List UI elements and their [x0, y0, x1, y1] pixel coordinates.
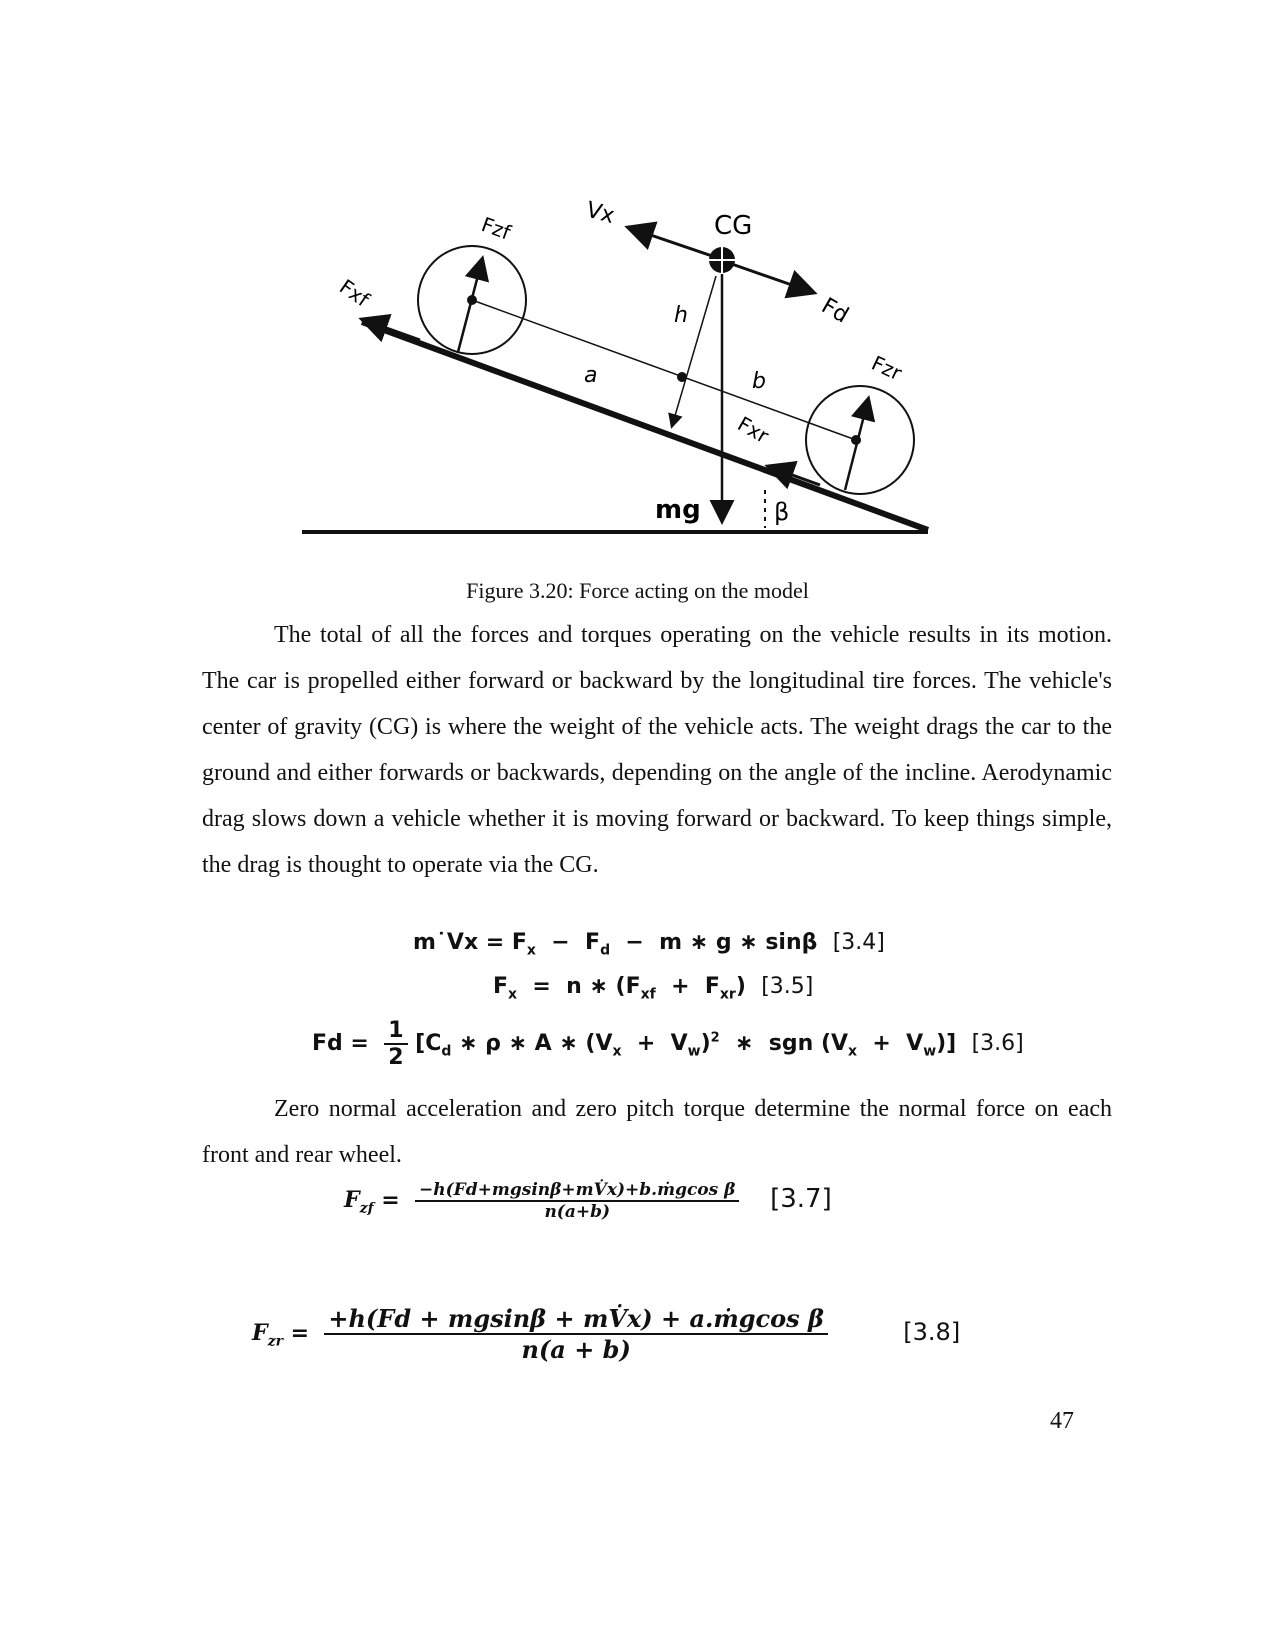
force-diagram — [300, 190, 940, 560]
equation-3-4: m˙Vx = $F_x - F_d - m$ ∗ g ∗ sinβ [3.4] — [413, 930, 885, 959]
label-fxf: Fxf — [335, 274, 374, 312]
label-fd: Fd — [817, 293, 853, 329]
equation-3-6-tag: [3.6] — [971, 1031, 1024, 1056]
label-cg: CG — [714, 211, 753, 241]
label-fzf: Fzf — [478, 212, 514, 245]
figure-caption: Figure 3.20: Force acting on the model — [466, 578, 809, 603]
label-vx: Vx — [583, 197, 618, 230]
equation-3-4-tag: [3.4] — [832, 930, 885, 955]
equation-3-5-tag: [3.5] — [761, 974, 814, 999]
paragraph-1: The total of all the forces and torques operating on the vehicle results in its motion. The car is propelled either forward or backward by the longitudinal tire forces. The vehicle's center of gravity (CG) is where the weight of the vehicle acts. The weight drags the car to the ground and either forwards or backwards, depending on the angle of the incline. Aerodynamic drag slows down a vehicle whether it is moving forward or backward. To keep things simple, the drag is thought to operate via the CG. — [202, 622, 1112, 878]
equation-3-7-fraction: $\frac{\text{−h(Fd+mgsinβ+mV̇x)+b.ṁgcos β}}{n(a+b)}$ — [415, 1180, 739, 1222]
label-beta: β — [774, 498, 790, 526]
label-h: h — [674, 303, 688, 328]
page-number: 47 — [1050, 1408, 1074, 1434]
equation-3-8-tag: [3.8] — [903, 1318, 961, 1346]
equation-3-5: $F_x = n$ ∗ $(F_{xf} + F_{xr})$ [3.5] — [493, 974, 814, 1003]
equation-3-8: $F_{zr}$ = $\frac{\text{+h(Fd + mgsinβ + mV̇x) + a.ṁgcos β}}{n(a + b)}$ [3.8] — [252, 1304, 961, 1364]
equation-3-7: $F_{zf}$ = $\frac{\text{−h(Fd+mgsinβ+mV̇x)+b.ṁgcos β}}{n(a+b)}$ [3.7] — [344, 1180, 832, 1222]
label-fxr: Fxr — [733, 411, 773, 449]
incline-line — [362, 322, 928, 530]
paragraph-2: Zero normal acceleration and zero pitch torque determine the normal force on each front and rear wheel. — [202, 1096, 1112, 1168]
equation-3-7-tag: [3.7] — [770, 1184, 832, 1214]
equation-3-8-fraction: $\frac{\text{+h(Fd + mgsinβ + mV̇x) + a.ṁgcos β}}{n(a + b)}$ — [324, 1304, 828, 1364]
label-a: a — [584, 363, 598, 388]
label-mg: mg — [655, 495, 701, 525]
label-b: b — [752, 369, 766, 394]
equation-3-6: Fd = $\frac{1}{2}$ [$C_d$ ∗ ρ ∗ A ∗ $(V_x + V_w)^2$ ∗ sgn $(V_x + V_w)$] [3.6] — [312, 1018, 1024, 1070]
equation-3-6-fraction: $\frac{1}{2}$ — [384, 1018, 407, 1070]
label-fzr: Fzr — [867, 350, 906, 386]
